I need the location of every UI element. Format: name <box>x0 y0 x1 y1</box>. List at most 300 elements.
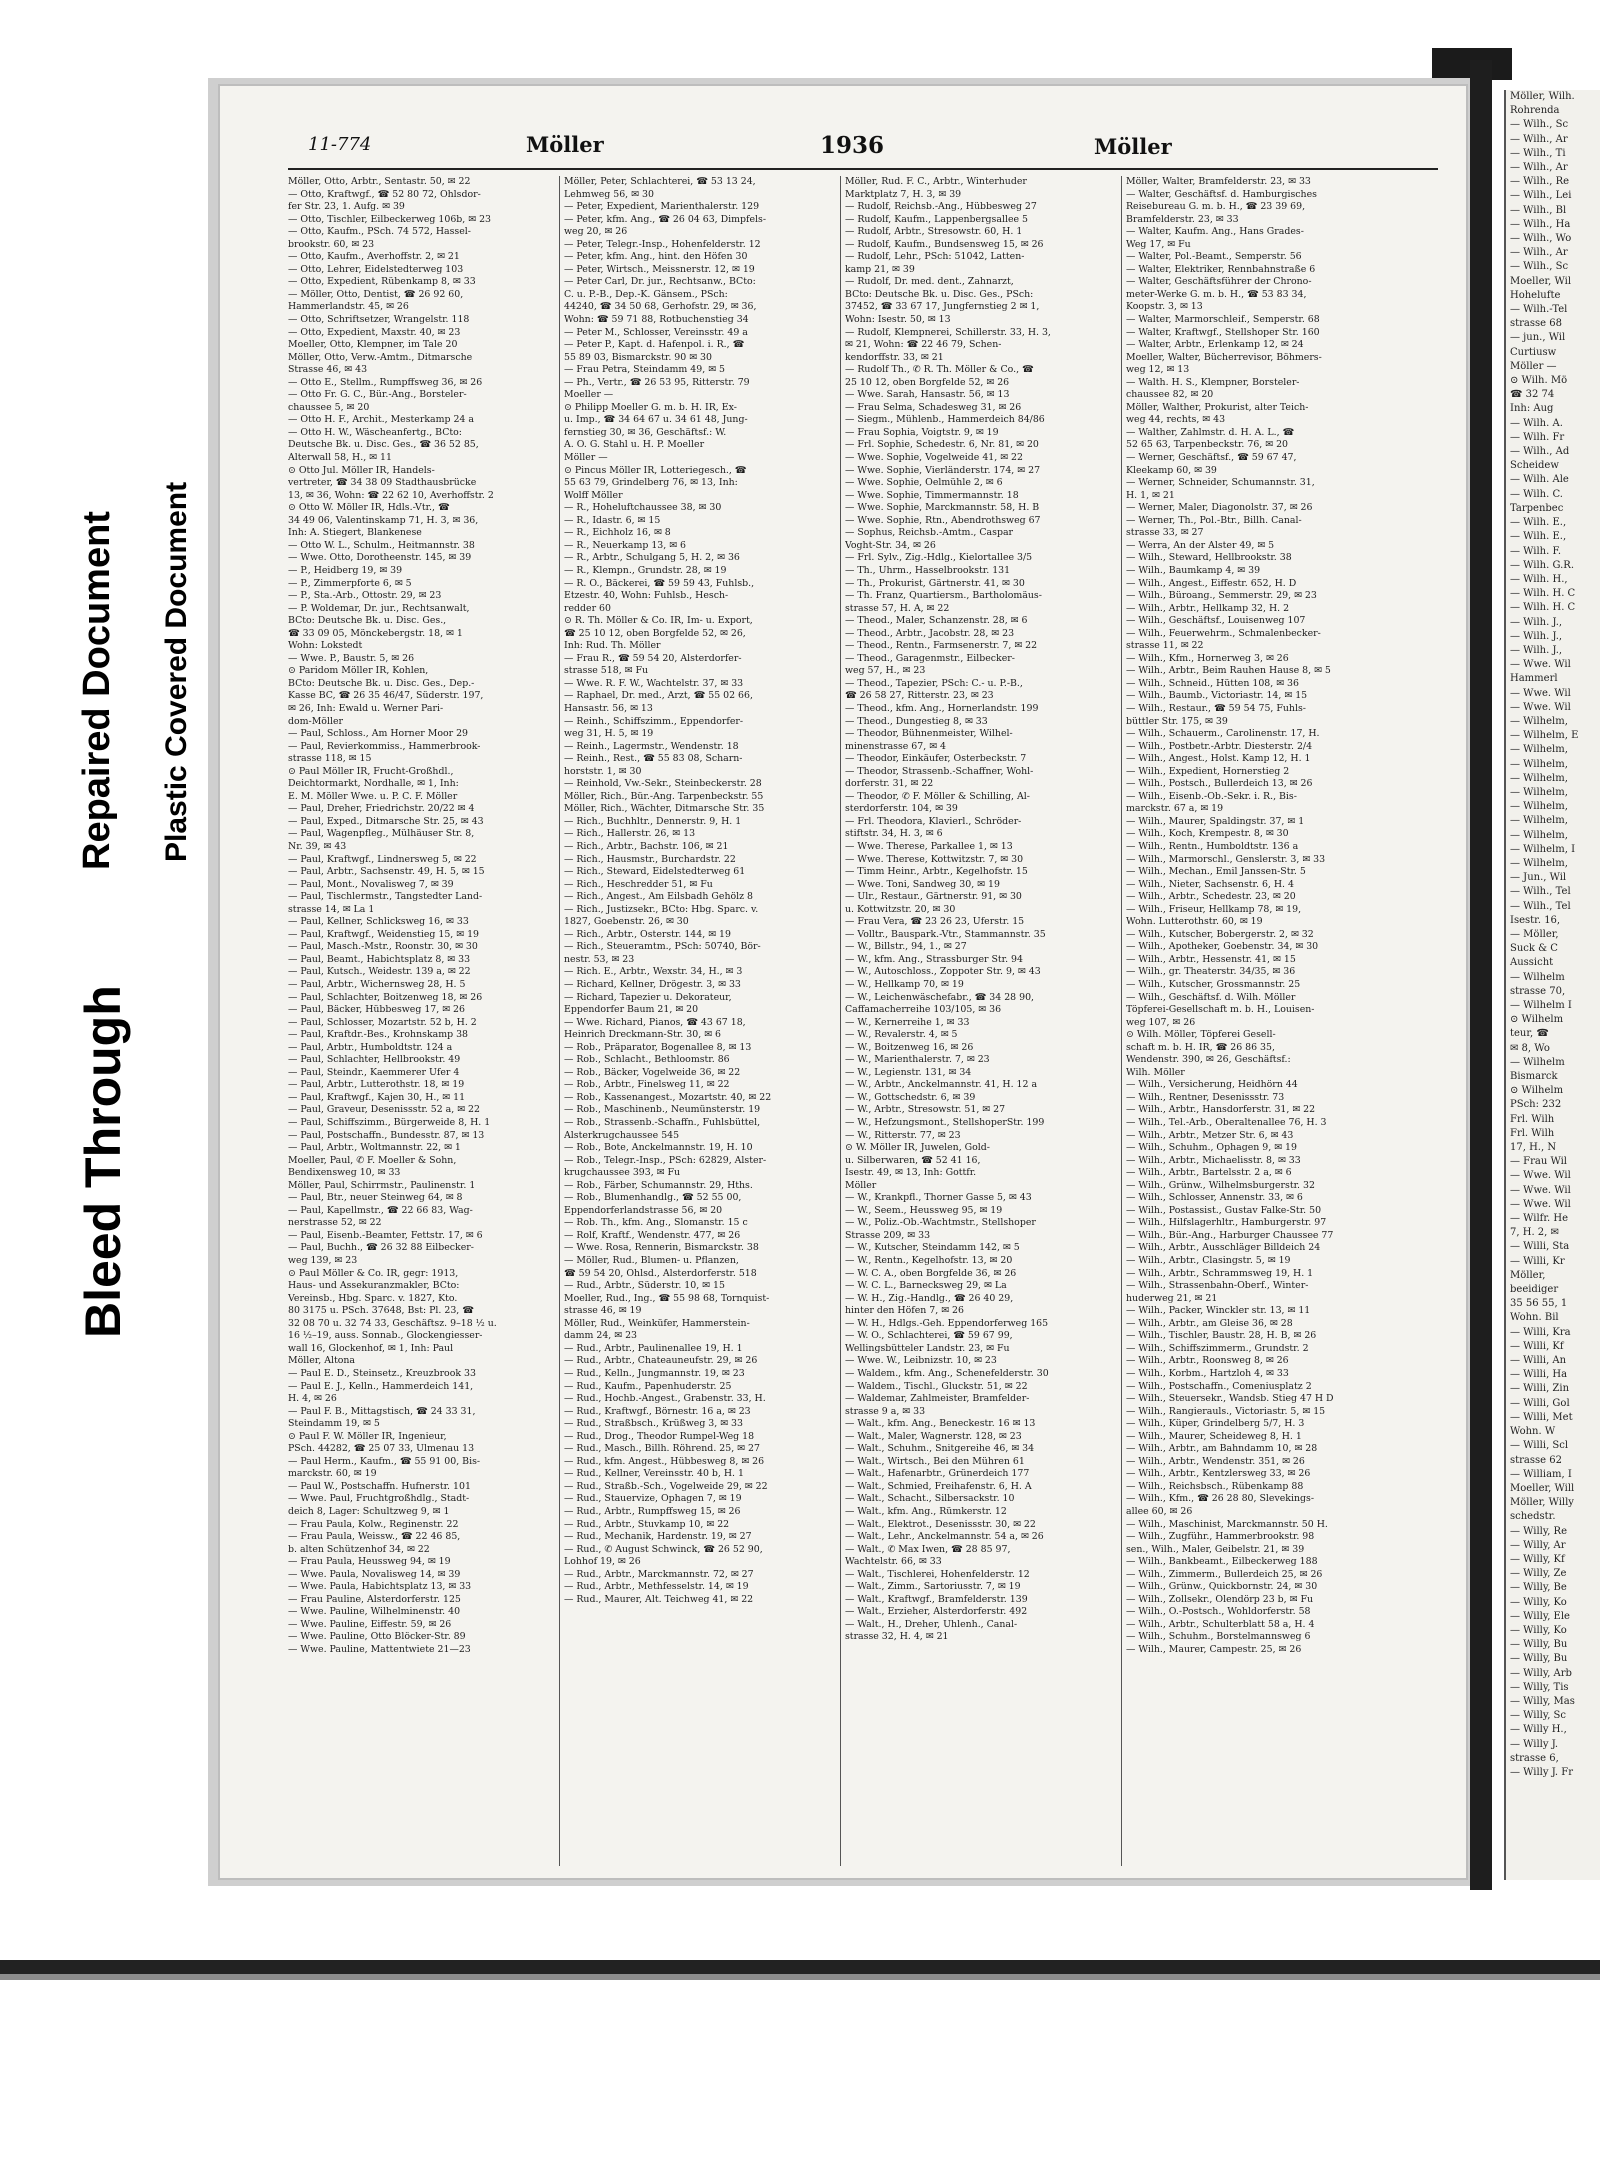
listing-entry: — Wilh., Koch, Krempestr. 8, ✉ 30 <box>1126 828 1289 840</box>
listing-entry: — Rich., Heschredder 51, ✉ Fu <box>564 878 713 890</box>
listing-entry: — Paul, Postschaffn., Bundesstr. 87, ✉ 13 <box>288 1129 485 1141</box>
listing-entry: — Frau Petra, Steindamm 49, ✉ 5 <box>564 364 725 376</box>
running-head-left: Möller <box>526 132 604 157</box>
listing-entry: — Rud., kfm. Angest., Hübbesweg 8, ✉ 26 <box>564 1455 765 1467</box>
running-head-right: Möller <box>1094 134 1172 159</box>
listing-entry: — W., Seem., Heussweg 95, ✉ 19 <box>845 1204 1003 1216</box>
listing-entry: weg 107, ✉ 26 <box>1126 1016 1196 1028</box>
listing-entry: — Wilh., Büroang., Semmerstr. 29, ✉ 23 <box>1126 590 1317 602</box>
listing-entry: — Wilh., Arbtr., Hellkamp 32, H. 2 <box>1126 602 1290 614</box>
adjacent-page-line: Isestr. 16, <box>1510 914 1561 926</box>
adjacent-page-line: — Wwe. Wil <box>1510 659 1571 671</box>
listing-entry: — Paul, Kellner, Schlicksweg 16, ✉ 33 <box>288 916 469 928</box>
listing-entry: — Wilh., Tischler, Baustr. 28, H. B, ✉ 26 <box>1126 1330 1317 1342</box>
listing-entry: — Volltr., Bauspark.-Vtr., Stammannstr. 35 <box>845 928 1046 940</box>
listing-entry: — Walt., Tischlerei, Hohenfelderstr. 12 <box>845 1568 1030 1580</box>
listing-entry: ⊙ Philipp Moeller G. m. b. H. IR, Ex- <box>564 401 737 413</box>
listing-entry: — Wilh., Versicherung, Heidhörn 44 <box>1126 1079 1298 1091</box>
listing-entry: dorferstr. 31, ✉ 22 <box>845 778 934 790</box>
adjacent-page-line: — Wwe. Wil <box>1510 1184 1571 1196</box>
listing-entry: — Rob., Blumenhandlg., ☎ 52 55 00, <box>564 1192 742 1204</box>
listing-entry: kendorffstr. 33, ✉ 21 <box>845 351 944 363</box>
listing-entry: — W., Billstr., 94, 1., ✉ 27 <box>845 941 967 953</box>
listing-entry: Wellingsbütteler Landstr. 23, ✉ Fu <box>845 1342 1010 1354</box>
listing-entry: 52 65 63, Tarpenbeckstr. 76, ✉ 20 <box>1126 439 1289 451</box>
listing-entry: — Wilh., Zollsekr., Olendörp 23 b, ✉ Fu <box>1126 1593 1314 1605</box>
listing-entry: — Wwe. Pauline, Otto Blöcker-Str. 89 <box>288 1631 466 1643</box>
adjacent-page-line: — Wilh., Sc <box>1510 261 1569 273</box>
adjacent-page-line: — Willy, Bu <box>1510 1653 1568 1665</box>
listing-entry: — Otto, Expedient, Rübenkamp 8, ✉ 33 <box>288 276 476 288</box>
adjacent-page-line: — Wilhelm, <box>1510 772 1568 784</box>
adjacent-page-line: — Wilh., Lei <box>1510 190 1572 202</box>
listing-entry: — Wilh., Strassenbahn-Oberf., Winter- <box>1126 1280 1309 1292</box>
listing-entry: — Wwe. Sophie, Rtn., Abendrothsweg 67 <box>845 514 1041 526</box>
listing-entry: — Wilh., Rentner, Desenissstr. 73 <box>1126 1091 1285 1103</box>
listing-entry: — Wilh., Hilfslagerhltr., Hamburgerstr. 97 <box>1126 1217 1327 1229</box>
adjacent-page-line: — Wilh., Re <box>1510 176 1570 188</box>
listing-entry: weg 44, rechts, ✉ 43 <box>1126 414 1226 426</box>
adjacent-page-line: — Willy, Kf <box>1510 1553 1565 1565</box>
listing-entry: Bramfelderstr. 23, ✉ 33 <box>1126 213 1239 225</box>
listing-entry: — Wilh., Nieter, Sachsenstr. 6, H. 4 <box>1126 878 1294 890</box>
listing-entry: — Wilh., Geschäftsf. d. Wilh. Möller <box>1126 991 1296 1003</box>
listing-entry: — Wilh., Schneid., Hütten 108, ✉ 36 <box>1126 677 1299 689</box>
listing-entry: — Reinh., Lagermstr., Wendenstr. 18 <box>564 740 739 752</box>
listing-entry: — Rudolf, Reichsb.-Ang., Hübbesweg 27 <box>845 201 1037 213</box>
adjacent-page-line: — Willi, Kra <box>1510 1326 1571 1338</box>
adjacent-page-line: — Wilhelm, <box>1510 829 1568 841</box>
listing-entry: — Wilh., Arbtr., Michaelisstr. 8, ✉ 33 <box>1126 1154 1301 1166</box>
adjacent-page-line: Möller — <box>1510 360 1557 372</box>
listing-entry: — Rud., Straßbsch., Krüßweg 3, ✉ 33 <box>564 1418 743 1430</box>
listing-entry: 1827, Goebenstr. 26, ✉ 30 <box>564 916 689 928</box>
listing-entry: — Wilh., O.-Postsch., Wohldorferstr. 58 <box>1126 1606 1311 1618</box>
adjacent-page-line: — Wwe. Wil <box>1510 1170 1571 1182</box>
adjacent-page-line: 7, H. 2, ✉ <box>1510 1227 1559 1239</box>
listing-entry: weg 31, H. 5, ✉ 19 <box>564 728 654 740</box>
listing-entry: strasse 11, ✉ 22 <box>1126 640 1204 652</box>
listing-entry: — Paul W., Postschaffn. Hufnerstr. 101 <box>288 1480 471 1492</box>
bleed-through-label: Bleed Through <box>75 985 131 1338</box>
adjacent-page-line: ☎ 32 74 <box>1510 389 1555 401</box>
listing-entry: Wohn: Isestr. 50, ✉ 13 <box>845 314 951 326</box>
listing-entry: — Wilh., Geschäftsf., Louisenweg 107 <box>1126 615 1306 627</box>
listing-entry: — Paul, Buchh., ☎ 26 32 88 Eilbecker- <box>288 1242 474 1254</box>
listing-entry: — Peter, Wirtsch., Meissnerstr. 12, ✉ 19 <box>564 263 755 275</box>
listing-entry: Heinrich Dreckmann-Str. 30, ✉ 6 <box>564 1029 721 1041</box>
listing-entry: fer Str. 23, 1. Aufg. ✉ 39 <box>288 201 405 213</box>
adjacent-page-line: — Wilh., Bl <box>1510 204 1567 216</box>
listing-entry: — Walter, Marmorschleif., Semperstr. 68 <box>1126 314 1320 326</box>
column-divider <box>1121 176 1122 1866</box>
listing-entry: — Rudolf, Kaufm., Bundsensweg 15, ✉ 26 <box>845 238 1044 250</box>
listing-entry: — Wilh., Angest., Holst. Kamp 12, H. 1 <box>1126 753 1311 765</box>
listing-entry: — Rich., Justizsekr., BCto: Hbg. Sparc. v. <box>564 903 759 915</box>
adjacent-page-line: — Wilh. J., <box>1510 616 1563 628</box>
listing-entry: — Rich., Steward, Eidelstedterweg 61 <box>564 866 746 878</box>
listing-entry: — Paul, Bäcker, Hübbesweg 17, ✉ 26 <box>288 1004 465 1016</box>
listing-entry: BCto: Deutsche Bk. u. Disc. Ges., Dep.- <box>288 677 475 689</box>
page-header <box>218 124 1468 164</box>
adjacent-page-line: schedstr. <box>1510 1511 1556 1523</box>
listing-entry: Strasse 209, ✉ 33 <box>845 1229 931 1241</box>
listing-entry: — Wwe. Paula, Habichtsplatz 13, ✉ 33 <box>288 1581 472 1593</box>
listing-entry: — Rud., Kellner, Vereinsstr. 40 b, H. 1 <box>564 1468 744 1480</box>
listing-entry: Marktplatz 7, H. 3, ✉ 39 <box>845 188 962 200</box>
adjacent-page-line: — Wilh., Ti <box>1510 147 1566 159</box>
listing-entry: Deutsche Bk. u. Disc. Ges., ☎ 36 52 85, <box>288 439 479 451</box>
listing-entry: Möller, Rud. F. C., Arbtr., Winterhuder <box>845 176 1027 187</box>
column-divider <box>840 176 841 1866</box>
listing-entry: — Theod., Maler, Schanzenstr. 28, ✉ 6 <box>845 615 1028 627</box>
listing-entry: — Frl. Sylv., Zig.-Hdlg., Kielortallee 3/5 <box>845 552 1033 564</box>
listing-entry: — W., Kernerreihe 1, ✉ 33 <box>845 1016 970 1028</box>
listing-entry: — Rudolf, Dr. med. dent., Zahnarzt, <box>845 276 1014 288</box>
listing-entry: meter-Werke G. m. b. H., ☎ 53 83 34, <box>1126 288 1307 300</box>
adjacent-page-line: — Wilhelm, E <box>1510 730 1579 742</box>
listing-entry: — P. Woldemar, Dr. jur., Rechtsanwalt, <box>288 602 470 614</box>
listing-entry: Alterwall 58, H., ✉ 11 <box>288 452 392 464</box>
listing-entry: — Paul, Masch.-Mstr., Roonstr. 30, ✉ 30 <box>288 941 478 953</box>
listing-entry: — Otto E., Stellm., Rumpffsweg 36, ✉ 26 <box>288 376 483 388</box>
adjacent-page-line: strasse 68 <box>1510 318 1562 330</box>
listing-entry: 34 49 06, Valentinskamp 71, H. 3, ✉ 36, <box>288 514 479 526</box>
listing-entry: — Rud., Straßb.-Sch., Vogelweide 29, ✉ 22 <box>564 1480 768 1492</box>
listing-entry: Lehmweg 56, ✉ 30 <box>564 188 654 200</box>
listing-entry: — Frau Paula, Weissw., ☎ 22 46 85, <box>288 1531 461 1543</box>
adjacent-page-line: — Willy, Arb <box>1510 1667 1572 1679</box>
listing-entry: — Wilh., Eisenb.-Ob.-Sekr. i. R., Bis- <box>1126 790 1297 802</box>
listing-entry: damm 24, ✉ 23 <box>564 1330 638 1342</box>
listing-entry: — Otto, Schriftsetzer, Wrangelstr. 118 <box>288 314 470 326</box>
listing-entry: — Walt., Erzieher, Alsterdorferstr. 492 <box>845 1606 1028 1618</box>
listing-entry: ☎ 33 09 05, Mönckebergstr. 18, ✉ 1 <box>288 627 463 639</box>
listing-entry: — Paul, Steindr., Kaemmerer Ufer 4 <box>288 1066 460 1078</box>
listing-entry: Etzestr. 40, Wohn: Fuhlsb., Hesch- <box>564 590 729 602</box>
adjacent-page-line: — Wilh. G.R. <box>1510 559 1574 571</box>
listing-entry: — Wilh., Friseur, Hellkamp 78, ✉ 19, <box>1126 903 1302 915</box>
listing-entry: — Wilh., Maschinist, Marckmannstr. 50 H. <box>1126 1518 1328 1530</box>
listing-entry: — Wilh., Arbtr., am Bahndamm 10, ✉ 28 <box>1126 1443 1318 1455</box>
listing-entry: — Wilh., Marmorschl., Genslerstr. 3, ✉ 33 <box>1126 853 1326 865</box>
listing-entry: Töpferei-Gesellschaft m. b. H., Louisen- <box>1126 1004 1315 1016</box>
listing-entry: — Rud., Kelln., Jungmannstr. 19, ✉ 23 <box>564 1367 745 1379</box>
adjacent-page-line: Curtiusw <box>1510 346 1557 358</box>
adjacent-page-line: Moeller, Wil <box>1510 275 1572 287</box>
listing-entry: — Rich., Hausmstr., Burchardstr. 22 <box>564 853 736 865</box>
listing-entry: — Paul E. J., Kelln., Hammerdeich 141, <box>288 1380 474 1392</box>
listing-entry: — R., Eichholz 16, ✉ 8 <box>564 527 671 539</box>
listing-entry: — Frau Vera, ☎ 23 26 23, Uferstr. 15 <box>845 916 1025 928</box>
listing-entry: — Wilh., Zimmerm., Bullerdeich 25, ✉ 26 <box>1126 1568 1323 1580</box>
listing-entry: — Rudolf Th., ✆ R. Th. Möller & Co., ☎ <box>845 364 1034 376</box>
adjacent-page-line: Wohn. Bil <box>1510 1312 1559 1324</box>
listing-entry: — Frl. Theodora, Klavierl., Schröder- <box>845 815 1022 827</box>
listing-entry: — W., Hefzungsmont., StellshoperStr. 199 <box>845 1117 1045 1129</box>
adjacent-page-line: beeidiger <box>1510 1284 1559 1296</box>
listing-entry: ⊙ Paul F. W. Möller IR, Ingenieur, <box>288 1430 447 1442</box>
listing-entry: — Rob., Strassenb.-Schaffn., Fuhlsbüttel, <box>564 1117 761 1129</box>
listing-entry: — Wilh., Mechan., Emil Janssen-Str. 5 <box>1126 866 1306 878</box>
listing-entry: — Wilh., Kfm., Hornerweg 3, ✉ 26 <box>1126 652 1289 664</box>
listing-entry: — Wilh., Schuhm., Borstelmannsweg 6 <box>1126 1631 1311 1643</box>
adjacent-page-line: — Wilh. F. <box>1510 545 1562 557</box>
listing-entry: — Rud., Hochb.-Angest., Grabenstr. 33, H. <box>564 1393 766 1405</box>
listing-entry: — Wilh., Bür.-Ang., Harburger Chaussee 77 <box>1126 1229 1334 1241</box>
listing-entry: — Wilh., gr. Theaterstr. 34/35, ✉ 36 <box>1126 966 1296 978</box>
listing-entry: Kasse BC, ☎ 26 35 46/47, Süderstr. 197, <box>288 690 484 702</box>
listing-entry: PSch. 44282, ☎ 25 07 33, Ulmenau 13 <box>288 1443 475 1455</box>
listing-entry: — Th., Prokurist, Gärtnerstr. 41, ✉ 30 <box>845 577 1025 589</box>
adjacent-page-line: — Willy, Ko <box>1510 1624 1567 1636</box>
listing-entry: — Walt., Schuhm., Snitgereihe 46, ✉ 34 <box>845 1443 1035 1455</box>
listing-entry: huderweg 21, ✉ 21 <box>1126 1292 1218 1304</box>
listing-entry: — Otto, Expedient, Maxstr. 40, ✉ 23 <box>288 326 461 338</box>
listing-entry: Möller, Walter, Bramfelderstr. 23, ✉ 33 <box>1126 176 1311 187</box>
adjacent-page-line: — Wilhelm <box>1510 1056 1565 1068</box>
listing-entry: — Wwe. Sophie, Marckmannstr. 58, H. B <box>845 502 1040 514</box>
listing-entry: 80 3175 u. PSch. 37648, Bst: Pl. 23, ☎ <box>288 1305 474 1317</box>
adjacent-page-line: — Willy J. <box>1510 1738 1559 1750</box>
listing-entry: — Wilh., Angest., Eiffestr. 652, H. D <box>1126 577 1297 589</box>
listing-entry: ⊙ Otto W. Möller IR, Hdls.-Vtr., ☎ <box>288 502 450 514</box>
listing-entry: Hansastr. 56, ✉ 13 <box>564 702 653 714</box>
adjacent-page-line: Aussicht <box>1510 957 1554 969</box>
adjacent-page-line: — Willy, Be <box>1510 1582 1567 1594</box>
listing-entry: Möller, Rich., Wächter, Ditmarsche Str. 35 <box>564 803 765 815</box>
listing-entry: — Wilh., Arbtr., Ausschläger Billdeich 24 <box>1126 1242 1321 1254</box>
listing-entry: Möller <box>845 1179 877 1191</box>
listing-entry: — Paul, Eisenb.-Beamter, Fettstr. 17, ✉ 6 <box>288 1229 483 1241</box>
listing-entry: — Wilh., Feuerwehrm., Schmalenbecker- <box>1126 627 1321 639</box>
listing-entry: Möller, Altona <box>288 1355 356 1367</box>
listing-entry: — Rich., Arbtr., Bachstr. 106, ✉ 21 <box>564 840 729 852</box>
listing-entry: — Wilh., Kutscher, Bobergerstr. 2, ✉ 32 <box>1126 928 1314 940</box>
listing-entry: Möller — <box>564 452 608 464</box>
listing-entry: Koopstr. 3, ✉ 13 <box>1126 301 1203 313</box>
adjacent-page-line: Moeller, Will <box>1510 1482 1575 1494</box>
listing-entry: — Wwe. Richard, Pianos, ☎ 43 67 18, <box>564 1016 746 1028</box>
adjacent-page-line: — Wilh., Tel <box>1510 886 1571 898</box>
top-margin <box>0 0 1600 48</box>
listing-entry: chaussee 5, ✉ 20 <box>288 401 370 413</box>
listing-entry: — Wwe. Therese, Kottwitzstr. 7, ✉ 30 <box>845 853 1024 865</box>
listing-entry: — W., Revalerstr. 4, ✉ 5 <box>845 1029 958 1041</box>
listing-entry: Moeller, Walter, Bücherrevisor, Böhmers- <box>1126 351 1322 363</box>
adjacent-page-line: — Wilfr. He <box>1510 1213 1569 1225</box>
listing-entry: — Rud., Kraftwgf., Börnestr. 16 a, ✉ 23 <box>564 1405 751 1417</box>
listing-entry: — Paul E. D., Steinsetz., Kreuzbrook 33 <box>288 1367 476 1379</box>
listing-entry: — Walt., Schmied, Freihafenstr. 6, H. A <box>845 1480 1032 1492</box>
listing-entry: Wohn: ☎ 59 71 88, Rotbuchenstieg 34 <box>564 314 749 326</box>
listing-entry: — Wilh., Grünw., Quickbornstr. 24, ✉ 30 <box>1126 1581 1318 1593</box>
listing-entry: — Wilh., Küper, Grindelberg 5/7, H. 3 <box>1126 1418 1305 1430</box>
listing-entry: — Walt., kfm. Ang., Beneckestr. 16 ✉ 13 <box>845 1418 1036 1430</box>
listing-entry: strasse 57, H. A, ✉ 22 <box>845 602 950 614</box>
listing-entry: — Otto H. W., Wäscheanfertg., BCto: <box>288 426 462 438</box>
listing-entry: — Wilh., Apotheker, Goebenstr. 34, ✉ 30 <box>1126 941 1319 953</box>
listing-entry: — Wilh., Schlosser, Annenstr. 33, ✉ 6 <box>1126 1192 1303 1204</box>
listing-entry: Isestr. 49, ✉ 13, Inh: Gottfr. <box>845 1167 977 1179</box>
listing-entry: — Sophus, Reichsb.-Amtm., Caspar <box>845 527 1014 539</box>
listing-entry: H. 1, ✉ 21 <box>1126 489 1175 501</box>
listing-entry: sterdorferstr. 104, ✉ 39 <box>845 803 958 815</box>
listing-entry: — Ulr., Restaur., Gärtnerstr. 91, ✉ 30 <box>845 891 1022 903</box>
listing-entry: strasse 14, ✉ La 1 <box>288 903 375 915</box>
listing-entry: — Wwe. Toni, Sandweg 30, ✉ 19 <box>845 878 1000 890</box>
listing-entry: — Walt., ✆ Max Iwen, ☎ 28 85 97, <box>845 1543 1011 1555</box>
listing-entry: Inh: Rud. Th. Möller <box>564 640 661 652</box>
listing-entry: redder 60 <box>564 602 611 614</box>
adjacent-page-line: — Wilhelm, <box>1510 786 1568 798</box>
listing-entry: — W., Autoschloss., Zoppoter Str. 9, ✉ 43 <box>845 966 1041 978</box>
listing-entry: — Werner, Maler, Diagonolstr. 37, ✉ 26 <box>1126 502 1313 514</box>
listing-entry: Möller, Paul, Schirrmstr., Paulinenstr. 1 <box>288 1179 476 1191</box>
listing-entry: — Wilh., Baumkamp 4, ✉ 39 <box>1126 564 1261 576</box>
listing-entry: — Rich., Hallerstr. 26, ✉ 13 <box>564 828 696 840</box>
listing-entry: — Walter, Pol.-Beamt., Semperstr. 56 <box>1126 251 1302 263</box>
listing-entry: deich 8, Lager: Schultzweg 9, ✉ 1 <box>288 1505 450 1517</box>
adjacent-page-line: Frl. Wilh <box>1510 1127 1555 1139</box>
listing-entry: — Rob. Th., kfm. Ang., Slomanstr. 15 c <box>564 1217 748 1229</box>
listing-entry: — Wilh., Postsch., Bullerdeich 13, ✉ 26 <box>1126 778 1313 790</box>
listing-entry: — Walt., Elektrot., Desenissstr. 30, ✉ 22 <box>845 1518 1036 1530</box>
directory-year: 1936 <box>820 132 885 159</box>
adjacent-page-line: — Wilh. J., <box>1510 630 1563 642</box>
listing-entry: — R., Neuerkamp 13, ✉ 6 <box>564 539 687 551</box>
listing-entry: u. Kottwitzstr. 20, ✉ 30 <box>845 903 956 915</box>
listing-entry: b. alten Schützenhof 34, ✉ 22 <box>288 1543 430 1555</box>
listing-entry: marckstr. 60, ✉ 19 <box>288 1468 377 1480</box>
listing-entry: — Peter Carl, Dr. jur., Rechtsanw., BCto: <box>564 276 756 288</box>
listing-entry: — Rud., Arbtr., Paulinenallee 19, H. 1 <box>564 1342 743 1354</box>
repaired-document-label: Repaired Document <box>76 511 118 870</box>
listing-entry: büttler Str. 175, ✉ 39 <box>1126 715 1228 727</box>
listing-entry: — Wilh., Arbtr., Kentzlersweg 33, ✉ 26 <box>1126 1468 1311 1480</box>
listing-entry: — Rob., Präparator, Bogenallee 8, ✉ 13 <box>564 1041 752 1053</box>
adjacent-page-line: — Willy, Ko <box>1510 1596 1567 1608</box>
listing-entry: — Walt., H., Dreher, Uhlenh., Canal- <box>845 1618 1018 1630</box>
adjacent-page-line: Möller, Willy <box>1510 1497 1574 1509</box>
listing-entry: — Walt., kfm. Ang., Rümkerstr. 12 <box>845 1505 1007 1517</box>
listing-entry: Möller, Peter, Schlachterei, ☎ 53 13 24, <box>564 176 756 187</box>
listing-entry: Eppendorferlandstrasse 56, ✉ 20 <box>564 1204 723 1216</box>
listing-entry: horststr. 1, ✉ 30 <box>564 765 642 777</box>
adjacent-page-line: strasse 6, <box>1510 1752 1559 1764</box>
listing-entry: — Wilh., Postassist., Gustav Falke-Str. 50 <box>1126 1204 1322 1216</box>
listing-entry: — Reinh., Rest., ☎ 55 83 08, Scharn- <box>564 753 743 765</box>
adjacent-page-line: — Wilh. H., <box>1510 573 1568 585</box>
listing-entry: — Wilh., Restaur., ☎ 59 54 75, Fuhls- <box>1126 702 1306 714</box>
column-divider <box>559 176 560 1866</box>
adjacent-page-line: — Willi, Kf <box>1510 1340 1564 1352</box>
adjacent-page-line: ⊙ Wilh. Mö <box>1510 375 1568 387</box>
listing-entry: kamp 21, ✉ 39 <box>845 263 915 275</box>
listing-entry: — R., Arbtr., Schulgang 5, H. 2, ✉ 36 <box>564 552 740 564</box>
adjacent-page-line: 17, H., N <box>1510 1142 1557 1154</box>
adjacent-page-line: — Wilh., Ad <box>1510 446 1570 458</box>
listing-entry: Nr. 39, ✉ 43 <box>288 840 347 852</box>
listing-entry: Vereinsb., Hbg. Sparc. v. 1827, Kto. <box>288 1292 458 1304</box>
listing-entry: — Walt., Schacht., Silbersackstr. 10 <box>845 1493 1015 1505</box>
listing-entry: — Möller, Rud., Blumen- u. Pflanzen, <box>564 1255 739 1267</box>
adjacent-page-line: — Willy J. Fr <box>1510 1766 1574 1778</box>
listing-entry: — Paul, Btr., neuer Steinweg 64, ✉ 8 <box>288 1192 463 1204</box>
listing-entry: — Wilh., Bankbeamt., Eilbeckerweg 188 <box>1126 1556 1318 1568</box>
listing-entry: Möller, Otto, Arbtr., Sentastr. 50, ✉ 22 <box>288 176 471 187</box>
listing-entry: — Th., Uhrm., Hasselbrookstr. 131 <box>845 564 1011 576</box>
listing-entry: Moeller — <box>564 389 614 401</box>
listing-entry: — Paul, Arbtr., Wichernsweg 28, H. 5 <box>288 979 466 990</box>
adjacent-page-line: — Wilhelm I <box>1510 1000 1572 1011</box>
adjacent-page-line: — Willy, Ar <box>1510 1539 1566 1551</box>
listing-entry: — W., Boitzenweg 16, ✉ 26 <box>845 1041 974 1053</box>
listing-entry: Lohhof 19, ✉ 26 <box>564 1556 641 1568</box>
listing-entry: 16 ½–19, auss. Sonnab., Glockengiesser- <box>288 1330 483 1342</box>
listing-entry: Steindamm 19, ✉ 5 <box>288 1418 380 1430</box>
listing-entry: Wolff Möller <box>564 489 623 501</box>
adjacent-page-line: — Wwe. Wil <box>1510 701 1571 713</box>
listing-entry: Möller, Rich., Bür.-Ang. Tarpenbeckstr. 55 <box>564 790 764 802</box>
listing-entry: strasse 9 a, ✉ 33 <box>845 1405 926 1417</box>
listing-column-2 <box>564 176 832 1866</box>
listing-entry: — Rud., Mechanik, Hardenstr. 19, ✉ 27 <box>564 1531 752 1543</box>
listing-entry: — Waldem., kfm. Ang., Schenefelderstr. 30 <box>845 1367 1049 1379</box>
listing-entry: Wohn. Lutterothstr. 60, ✉ 19 <box>1126 916 1263 928</box>
listing-entry: — Peter, kfm. Ang., hint. den Höfen 30 <box>564 251 748 263</box>
listing-entry: — Rob., Arbtr., Finelsweg 11, ✉ 22 <box>564 1079 730 1091</box>
listing-entry: — Rudolf, Kaufm., Lappenbergsallee 5 <box>845 213 1028 225</box>
adjacent-page-line: — Wilh. C. <box>1510 488 1563 500</box>
listing-entry: — Theodor, ✆ F. Möller & Schilling, Al- <box>845 790 1030 802</box>
listing-entry: — R., Idastr. 6, ✉ 15 <box>564 514 661 526</box>
listing-entry: — Frau R., ☎ 59 54 20, Alsterdorfer- <box>564 652 742 664</box>
listing-entry: — W., Hellkamp 70, ✉ 19 <box>845 979 964 990</box>
listing-entry: sen., Wilh., Maler, Geibelstr. 21, ✉ 39 <box>1126 1543 1305 1555</box>
listing-entry: — Paul, Exped., Ditmarsche Str. 25, ✉ 43 <box>288 815 484 827</box>
listing-entry: — Otto W. L., Schulm., Heitmannstr. 38 <box>288 539 475 551</box>
adjacent-page-line: — Willy, Ze <box>1510 1568 1567 1580</box>
listing-entry: — Raphael, Dr. med., Arzt, ☎ 55 02 66, <box>564 690 753 702</box>
adjacent-page-line: — Wilhelm, <box>1510 815 1568 827</box>
listing-entry: — Wwe. Pauline, Mattentwiete 21—23 <box>288 1643 471 1655</box>
listing-entry: 55 63 79, Grindelberg 76, ✉ 13, Inh: <box>564 477 738 489</box>
listing-entry: — Richard, Kellner, Drögestr. 3, ✉ 33 <box>564 979 741 990</box>
listing-entry: — Peter, Telegr.-Insp., Hohenfelderstr. 12 <box>564 238 761 250</box>
adjacent-page-line: — Willi, An <box>1510 1355 1567 1367</box>
listing-entry: Möller, Walther, Prokurist, alter Teich- <box>1126 401 1309 413</box>
listing-entry: ✉ 21, Wohn: ☎ 22 46 79, Schen- <box>845 339 1002 351</box>
listing-entry: — R., Klempn., Grundstr. 28, ✉ 19 <box>564 564 727 576</box>
listing-entry: — Wilh., Arbtr., Bartelsstr. 2 a, ✉ 6 <box>1126 1167 1292 1179</box>
listing-entry: — Richard, Tapezier u. Dekorateur, <box>564 991 732 1003</box>
listing-entry: — Paul, Dreher, Friedrichstr. 20/22 ✉ 4 <box>288 803 475 815</box>
listing-entry: — Wwe. Paul, Fruchtgroßhdlg., Stadt- <box>288 1493 470 1505</box>
listing-entry: — Rob., Maschinenb., Neumünsterstr. 19 <box>564 1104 761 1116</box>
listing-entry: — Rud., Masch., Billh. Röhrend. 25, ✉ 27 <box>564 1443 760 1455</box>
listing-entry: — P., Sta.-Arb., Ottostr. 29, ✉ 23 <box>288 590 442 602</box>
listing-entry: A. O. G. Stahl u. H. P. Moeller <box>564 439 705 451</box>
listing-entry: — Walter, Geschäftsf. d. Hamburgisches <box>1126 188 1317 200</box>
adjacent-page-line: Hohelufte <box>1510 289 1561 301</box>
listing-entry: — Frl. Sophie, Schedestr. 6, Nr. 81, ✉ 20 <box>845 439 1039 451</box>
listing-entry: — Paul, Beamt., Habichtsplatz 8, ✉ 33 <box>288 953 471 965</box>
listing-entry: — Möller, Otto, Dentist, ☎ 26 92 60, <box>288 288 464 300</box>
listing-entry: — Theod., Tapezier, PSch: C.- u. P.-B., <box>845 677 1023 689</box>
listing-entry: Bendixensweg 10, ✉ 33 <box>288 1167 401 1179</box>
listing-entry: Wohn: Lokstedt <box>288 640 363 652</box>
